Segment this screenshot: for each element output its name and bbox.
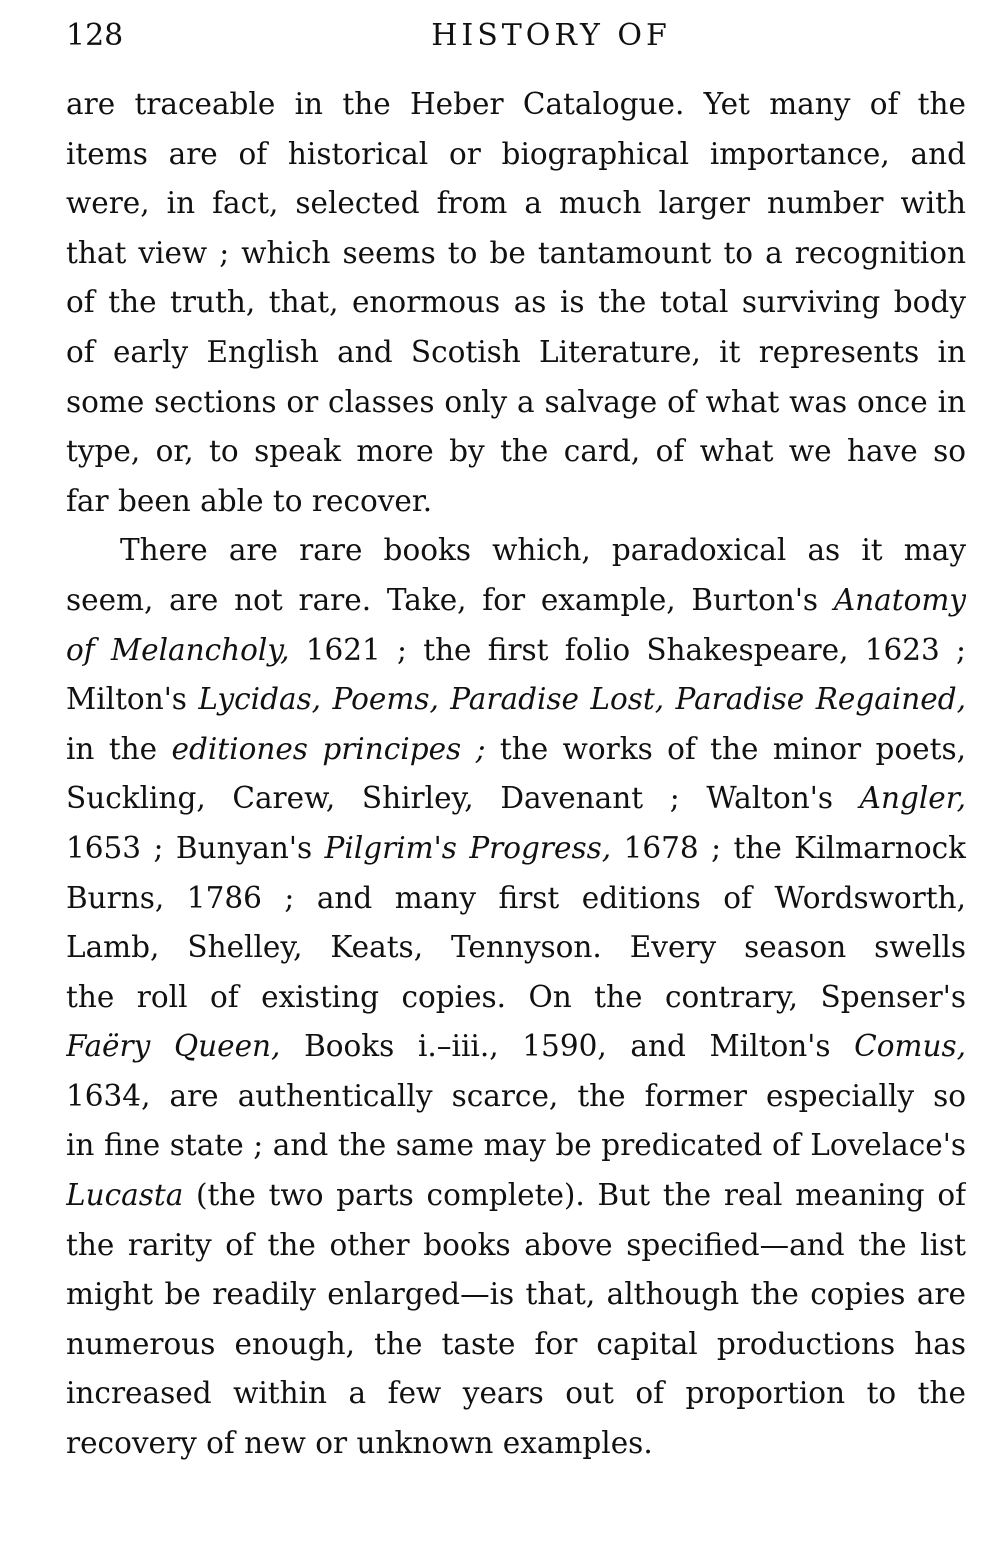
text-run: in the — [66, 731, 172, 766]
italic-title: Comus, — [854, 1029, 966, 1064]
running-title: HISTORY OF — [431, 18, 671, 53]
text-line — [66, 576, 966, 626]
paragraph-1 — [66, 80, 966, 526]
text-line — [66, 725, 966, 775]
page-number: 128 — [66, 18, 124, 53]
text-line: some sections or classes only a salvage of what was once in — [66, 384, 966, 419]
italic-title: Angler, — [859, 781, 966, 816]
text-line: are traceable in the Heber Catalogue. Yet many of the — [66, 87, 966, 121]
italic-title: Faëry Queen, — [66, 1029, 281, 1064]
text-line: items are of historical or biographical importance, and — [66, 136, 966, 171]
text-line: the rarity of the other books above specified—and the list — [66, 1227, 966, 1262]
text-line: recovery of new or unknown examples. — [66, 1426, 653, 1461]
text-line — [66, 1022, 966, 1072]
text-line — [66, 1171, 966, 1221]
text-run: Suckling, Carew, Shirley, Davenant ; Walton's — [66, 781, 860, 816]
text-line: 1634, are authentically scarce, the former especially so — [66, 1078, 966, 1113]
text-run: 1653 ; Bunyan's — [66, 830, 325, 865]
text-line — [66, 675, 966, 725]
text-line — [66, 626, 966, 676]
paragraph-2 — [66, 526, 966, 1468]
italic-title: editiones principes ; — [171, 731, 486, 766]
italic-title: Lucasta — [66, 1178, 184, 1213]
text-line: Burns, 1786 ; and many first editions of Wordsworth, — [66, 880, 966, 915]
text-line: numerous enough, the taste for capital productions has — [66, 1326, 966, 1361]
text-line: increased within a few years out of proportion to the — [66, 1376, 966, 1411]
text-run: 1678 ; the Kilmarnock — [611, 830, 966, 865]
italic-title: Lycidas, Poems, Paradise Lost, Paradise Regained, — [198, 682, 966, 717]
text-run: the works of the minor poets, — [485, 731, 966, 766]
text-line: the roll of existing copies. On the contrary, Spenser's — [66, 979, 966, 1014]
italic-title: Pilgrim's Progress, — [324, 830, 612, 865]
text-line: There are rare books which, paradoxical as it may — [120, 533, 966, 568]
running-head — [66, 14, 966, 58]
text-line: Lamb, Shelley, Keats, Tennyson. Every season swells — [66, 930, 966, 965]
text-line: far been able to recover. — [66, 483, 433, 518]
text-line: that view ; which seems to be tantamount to a recognition — [66, 235, 966, 270]
text-line — [66, 774, 966, 824]
text-run: Milton's — [66, 682, 199, 717]
text-line: of the truth, that, enormous as is the total surviving body — [66, 285, 966, 320]
text-line: in fine state ; and the same may be predicated of Lovelace's — [66, 1128, 966, 1163]
text-run: Books i.–iii., 1590, and Milton's — [280, 1029, 855, 1064]
italic-title: of Melancholy, — [66, 632, 290, 667]
text-line: type, or, to speak more by the card, of what we have so — [66, 434, 966, 469]
text-line: were, in fact, selected from a much larger number with — [66, 186, 966, 221]
text-line — [66, 824, 966, 874]
text-run: 1621 ; the first folio Shakespeare, 1623 ; — [289, 632, 966, 667]
text-line: might be readily enlarged—is that, although the copies are — [66, 1277, 966, 1312]
text-line: of early English and Scotish Literature, it represents in — [66, 334, 966, 369]
text-run: seem, are not rare. Take, for example, Burton's — [66, 582, 834, 617]
text-run: (the two parts complete). But the real meaning of — [183, 1178, 966, 1213]
italic-title: Anatomy — [833, 582, 966, 617]
body-text — [66, 80, 966, 1469]
